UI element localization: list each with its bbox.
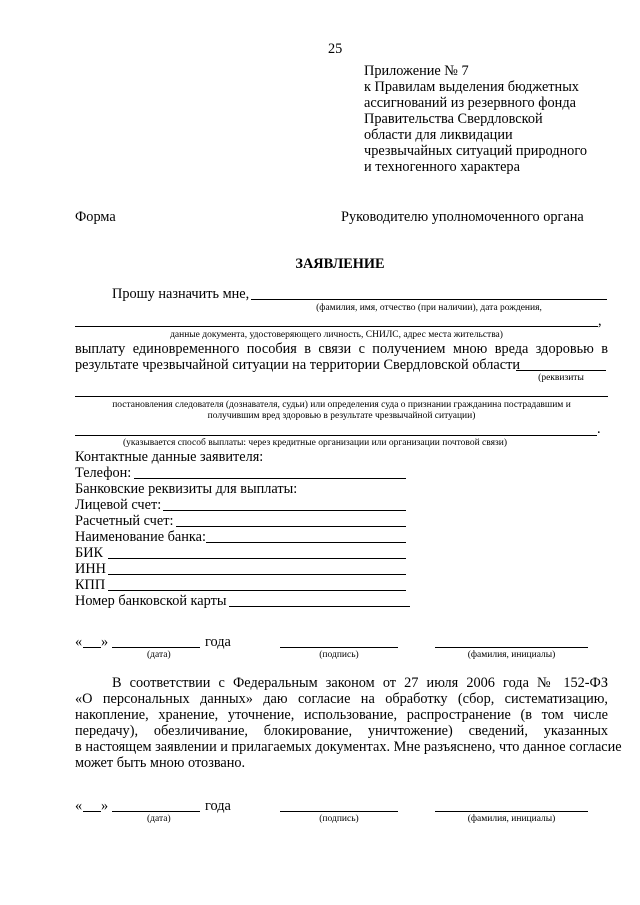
- card-number-field[interactable]: [229, 606, 410, 607]
- consent-line: передачу), обезличивание, блокирование, уничтожение) сведений, указанных: [75, 723, 608, 739]
- name-initials-field[interactable]: [435, 811, 588, 812]
- appendix-line: к Правилам выделения бюджетных: [364, 79, 579, 95]
- hint-date: (дата): [147, 814, 171, 824]
- open-quote: «: [75, 798, 83, 814]
- appendix-line: Правительства Свердловской: [364, 111, 543, 127]
- day-field[interactable]: [83, 811, 101, 812]
- comma: ,: [598, 313, 602, 329]
- year-label: года: [205, 634, 231, 650]
- card-number-label: Номер банковской карты: [75, 593, 227, 609]
- addressee: Руководителю уполномоченного органа: [341, 209, 584, 225]
- hint-signature: (подпись): [319, 814, 359, 824]
- close-quote: »: [101, 798, 109, 814]
- hint-resolution: постановления следователя (дознавателя, судьи) или определения суда о признании гражданина пострадавшим и: [112, 400, 571, 410]
- settlement-account-label: Расчетный счет:: [75, 513, 174, 529]
- open-quote: «: [75, 634, 83, 650]
- contacts-heading: Контактные данные заявителя:: [75, 449, 264, 465]
- request-body-line: выплату единовременного пособия в связи с получением мною вреда здоровью в: [75, 341, 608, 357]
- request-intro: Прошу назначить мне,: [112, 286, 250, 302]
- hint-resolution: получившим вред здоровью в результате чрезвычайной ситуации): [207, 411, 476, 421]
- name-initials-field[interactable]: [435, 647, 588, 648]
- applicant-document-field[interactable]: [75, 326, 598, 327]
- phone-label: Телефон:: [75, 465, 132, 481]
- personal-account-field[interactable]: [163, 510, 406, 511]
- day-field[interactable]: [83, 647, 101, 648]
- hint-signature: (подпись): [319, 650, 359, 660]
- inn-label: ИНН: [75, 561, 106, 577]
- payment-method-field[interactable]: [75, 435, 597, 436]
- consent-line: в настоящем заявлении и прилагаемых документах. Мне разъяснено, что данное согласие: [75, 739, 622, 755]
- appendix-line: и техногенного характера: [364, 159, 520, 175]
- hint-name-initials: (фамилия, инициалы): [467, 814, 556, 824]
- hint-applicant-name: (фамилия, имя, отчество (при наличии), дата рождения,: [316, 303, 542, 313]
- document-title: ЗАЯВЛЕНИЕ: [295, 256, 385, 272]
- bik-field[interactable]: [108, 558, 406, 559]
- year-label: года: [205, 798, 231, 814]
- request-body-line: результате чрезвычайной ситуации на территории Свердловской области: [75, 357, 520, 373]
- settlement-account-field[interactable]: [176, 526, 406, 527]
- applicant-name-field[interactable]: [251, 299, 607, 300]
- month-field[interactable]: [112, 811, 200, 812]
- bank-heading: Банковские реквизиты для выплаты:: [75, 481, 298, 497]
- inn-field[interactable]: [108, 574, 406, 575]
- bank-name-label: Наименование банка:: [75, 529, 206, 545]
- resolution-field[interactable]: [75, 396, 608, 397]
- hint-name-initials: (фамилия, инициалы): [467, 650, 556, 660]
- appendix-line: области для ликвидации: [364, 127, 513, 143]
- consent-line: В соответствии с Федеральным законом от 27 июля 2006 года № 152-ФЗ: [112, 675, 608, 691]
- consent-line: может быть мною отозвано.: [75, 755, 246, 771]
- details-field[interactable]: [516, 370, 606, 371]
- signature-field[interactable]: [280, 811, 398, 812]
- month-field[interactable]: [112, 647, 200, 648]
- phone-field[interactable]: [134, 478, 406, 479]
- appendix-line: ассигнований из резервного фонда: [364, 95, 576, 111]
- kpp-field[interactable]: [108, 590, 406, 591]
- hint-payment-method: (указывается способ выплаты: через кредитные организации или организации почтовой связи): [123, 438, 507, 448]
- hint-date: (дата): [147, 650, 171, 660]
- appendix-line: чрезвычайных ситуаций природного: [364, 143, 587, 159]
- form-label: Форма: [75, 209, 116, 225]
- consent-line: «О персональных данных» даю согласие на обработку (сбор, систематизацию,: [75, 691, 608, 707]
- consent-line: накопление, хранение, уточнение, использование, распространение (в том числе: [75, 707, 608, 723]
- bik-label: БИК: [75, 545, 104, 561]
- period: .: [597, 421, 601, 437]
- personal-account-label: Лицевой счет:: [75, 497, 162, 513]
- close-quote: »: [101, 634, 109, 650]
- hint-applicant-document: данные документа, удостоверяющего личность, СНИЛС, адрес места жительства): [170, 330, 503, 340]
- hint-details: (реквизиты: [538, 373, 584, 383]
- signature-field[interactable]: [280, 647, 398, 648]
- kpp-label: КПП: [75, 577, 106, 593]
- appendix-line: Приложение № 7: [364, 63, 469, 79]
- page-number: 25: [328, 41, 343, 57]
- bank-name-field[interactable]: [206, 542, 406, 543]
